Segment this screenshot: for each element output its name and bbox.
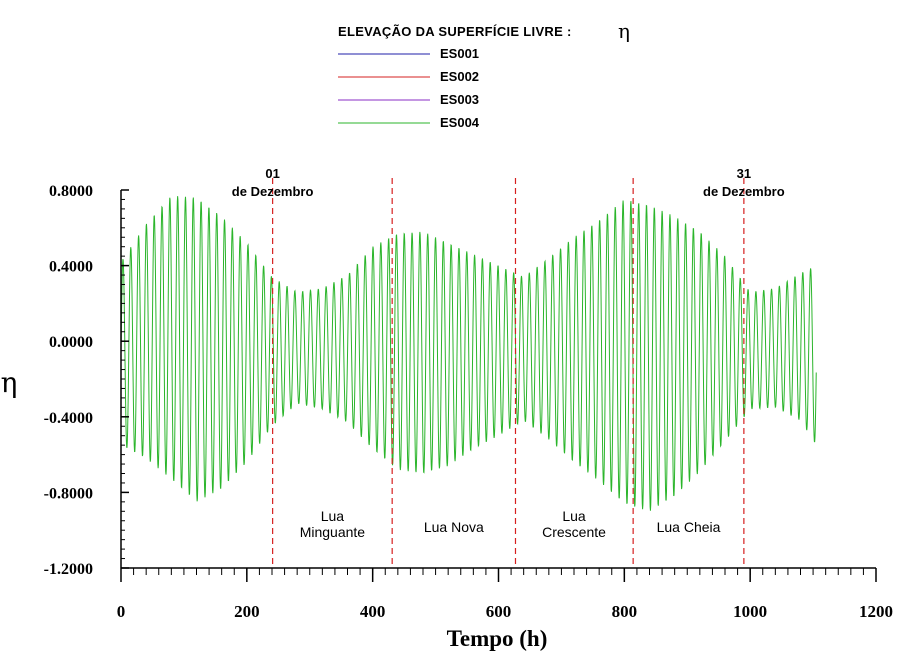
annotation-text: de Dezembro (231, 184, 314, 199)
x-tick-label: 200 (234, 602, 260, 621)
y-tick-label: -1.2000 (43, 561, 93, 578)
annotation-text: Lua (562, 508, 586, 524)
x-tick-label: 800 (611, 602, 638, 621)
legend-title-symbol: η (618, 19, 630, 43)
legend (338, 19, 630, 130)
annotation-text: Lua Cheia (656, 519, 721, 535)
annotation-text: 31 (736, 166, 752, 181)
series-layer (121, 196, 816, 511)
legend-label-es001: ES001 (440, 46, 480, 61)
annotation-text: Crescente (542, 524, 606, 540)
x-tick-label: 0 (116, 602, 126, 621)
plot-area (121, 166, 816, 568)
legend-title: ELEVAÇÃO DA SUPERFÍCIE LIVRE : (338, 24, 572, 39)
y-tick-label: -0.8000 (43, 485, 93, 503)
y-tick-label: -0.4000 (43, 409, 93, 427)
x-tick-label: 600 (485, 602, 512, 621)
legend-label-es002: ES002 (440, 69, 480, 84)
y-tick-label: 0.0000 (49, 334, 93, 352)
annotation-text: Lua Nova (423, 519, 484, 535)
x-axis-label: Tempo (h) (446, 626, 548, 651)
series-line-es004 (121, 196, 816, 511)
y-axis (44, 183, 129, 578)
x-tick-label: 1200 (859, 602, 893, 621)
annotation-text: Lua (320, 508, 345, 524)
x-axis (117, 568, 893, 621)
y-axis-label: η (0, 366, 18, 399)
x-tick-label: 1000 (733, 602, 768, 621)
annotation-text: 01 (265, 166, 280, 181)
x-tick-label: 400 (359, 602, 386, 621)
y-tick-label: 0.4000 (49, 258, 93, 276)
y-tick-label: 0.8000 (49, 183, 93, 200)
legend-label-es003: ES003 (440, 92, 480, 107)
legend-entries (338, 46, 480, 130)
annotation-text: de Dezembro (703, 184, 785, 199)
legend-label-es004: ES004 (440, 115, 480, 130)
annotation-text: Minguante (299, 524, 366, 540)
